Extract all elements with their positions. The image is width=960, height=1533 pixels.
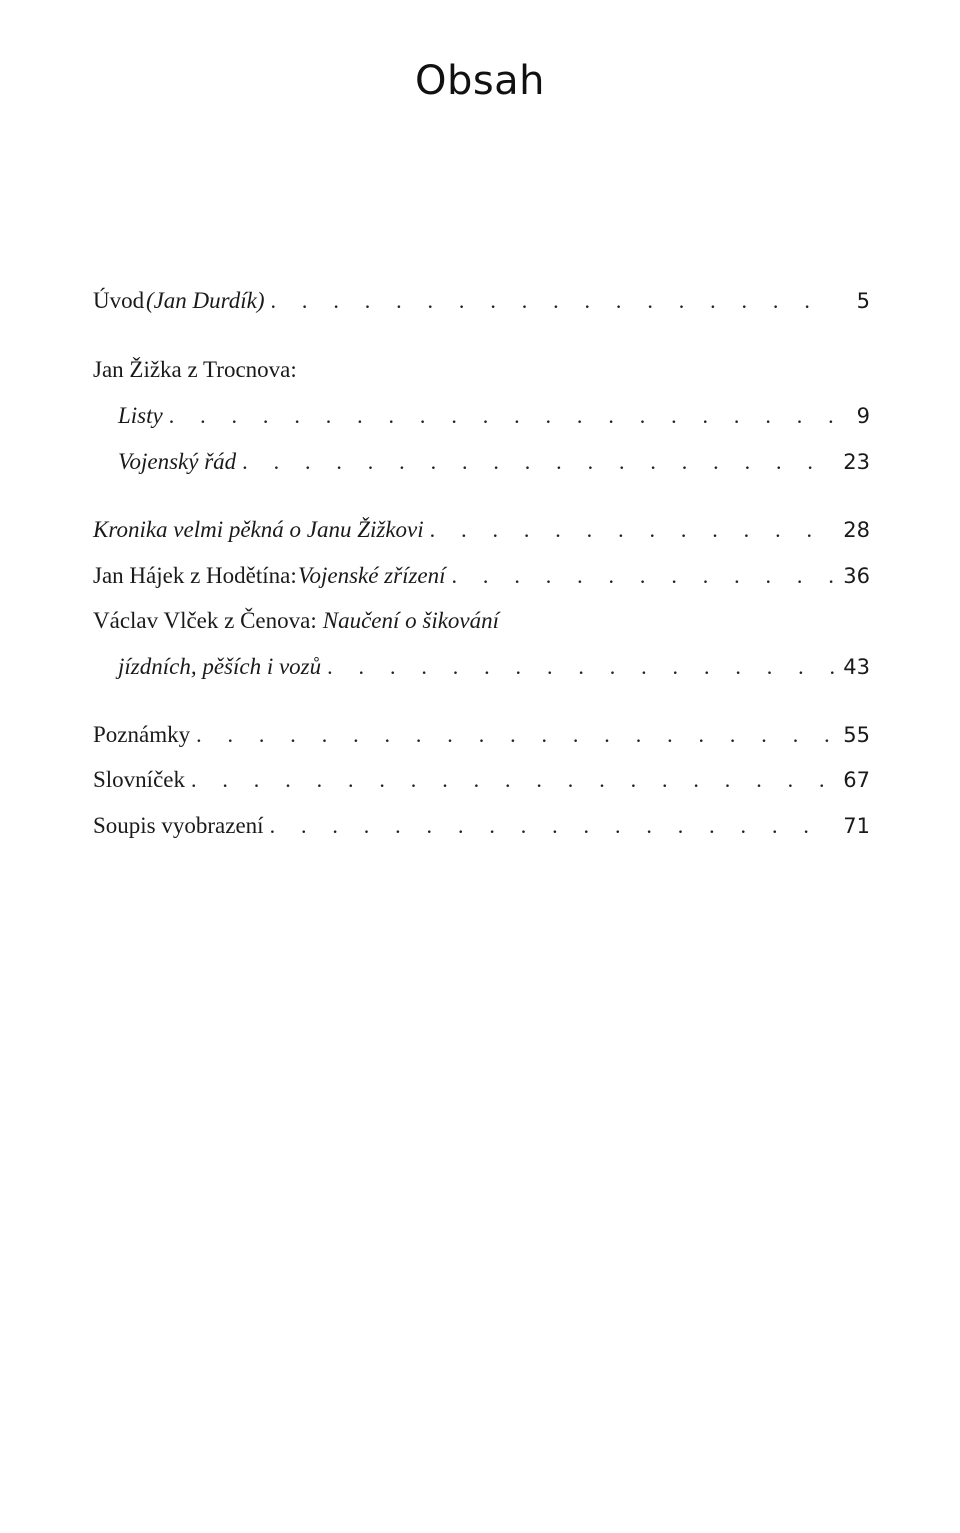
toc-entry-slovnicek[interactable] [93,762,870,798]
toc-entry-poznamky[interactable] [93,717,870,753]
toc-page-number: 28 [843,518,870,542]
toc-entry-label: Úvod [93,288,145,313]
toc-entry-label: Vojenské zřízení [297,563,446,588]
toc-leader-dots [271,283,836,319]
toc-page-number: 71 [843,814,870,838]
toc-leader-dots [327,649,835,685]
toc-entry-listy[interactable] [118,398,870,434]
toc-section-label: Jan Žižka z Trocnova: [93,357,297,382]
toc-entry-vojensky-rad[interactable] [118,444,870,480]
toc-entry-author: (Jan Durdík) [145,288,265,313]
toc-entry-soupis[interactable] [93,808,870,844]
toc-page-number: 23 [843,450,870,474]
toc-entry-author: Jan Hájek z Hodětína: [93,563,297,588]
toc-entry-label: Poznámky [93,722,191,747]
toc-entry-vlcek[interactable] [93,603,870,639]
toc-entry-label: Slovníček [93,767,185,792]
toc-section-zizka [93,352,870,388]
toc-entry-kronika[interactable] [93,512,870,548]
toc-entry-label: jízdních, pěších i vozů [118,654,322,679]
toc-entry-uvod[interactable] [93,283,870,319]
toc-page-number: 67 [843,768,870,792]
toc-leader-dots [169,398,836,434]
toc-leader-dots [430,512,836,548]
toc-entry-author: Václav Vlček z Čenova: [93,608,317,633]
toc-leader-dots [452,558,836,594]
toc-page-number: 55 [843,723,870,747]
toc-page-number: 36 [843,564,870,588]
toc-entry-label: Kronika velmi pěkná o Janu Žižkovi [93,517,424,542]
toc-entry-label: Naučení o šikování [322,608,500,633]
page-title: Obsah [414,58,546,104]
toc-leader-dots [270,808,836,844]
toc-page-number: 5 [856,289,870,313]
toc-entry-label: Listy [118,403,163,428]
toc-entry-vlcek-cont[interactable] [118,649,870,685]
toc-leader-dots [242,444,835,480]
toc-page-number: 43 [843,655,870,679]
toc-page-number: 9 [856,404,870,428]
toc-entry-label: Soupis vyobrazení [93,813,264,838]
toc-leader-dots [191,762,835,798]
toc-entry-label: Vojenský řád [118,449,237,474]
toc-entry-hajek[interactable] [93,558,870,594]
toc-leader-dots [196,717,835,753]
